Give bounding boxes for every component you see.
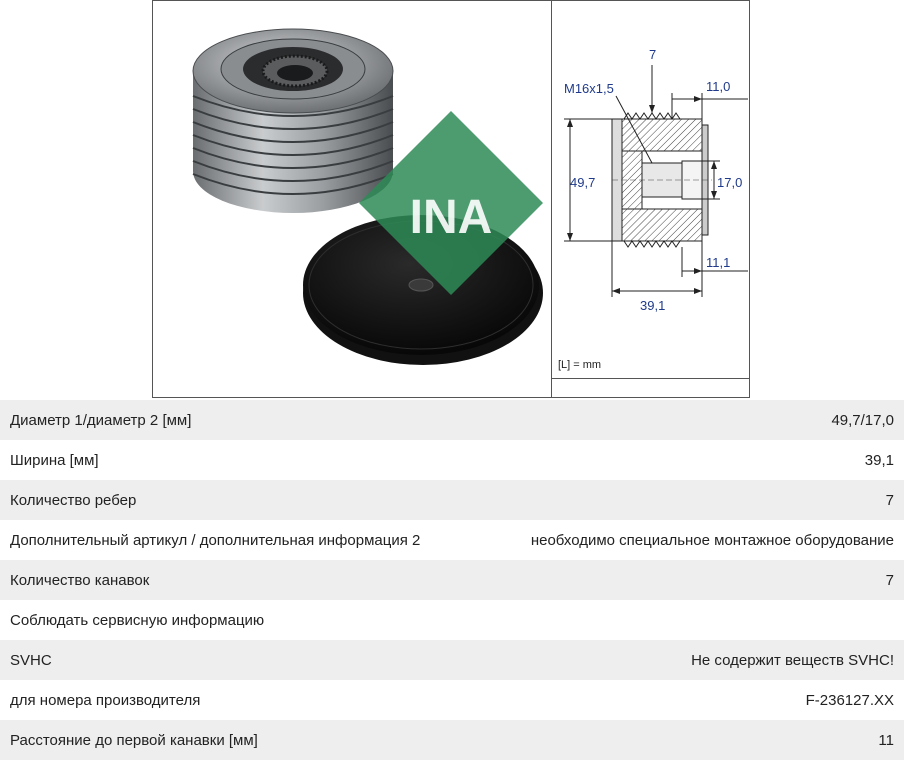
spec-label: SVHC <box>10 651 52 669</box>
pulley-section <box>612 113 712 247</box>
pulley-body <box>193 29 393 213</box>
spec-row <box>0 560 904 600</box>
spec-label: Количество канавок <box>10 571 150 589</box>
spec-value: Не содержит веществ SVHC! <box>691 651 894 669</box>
spec-label: Количество ребер <box>10 491 137 509</box>
spec-row <box>0 680 904 720</box>
spec-value: 39,1 <box>864 451 894 469</box>
dim-ribs-label: 7 <box>649 47 657 62</box>
dim-diameter-outer-label: 49,7 <box>570 175 596 190</box>
spec-label: Диаметр 1/диаметр 2 [мм] <box>10 411 192 429</box>
spec-label: Соблюдать сервисную информацию <box>10 611 265 629</box>
spec-row <box>0 600 904 640</box>
spec-value: F-236127.XX <box>805 691 894 709</box>
specs-table <box>0 400 904 760</box>
dim-width-top-label: 11,0 <box>706 79 731 94</box>
technical-drawing <box>552 1 749 397</box>
dim-overall-width-label: 39,1 <box>640 298 666 313</box>
dim-diameter-inner-label: 17,0 <box>717 175 743 190</box>
spec-label: Расстояние до первой канавки [мм] <box>10 731 258 749</box>
spec-value: 7 <box>885 571 894 589</box>
spec-label: Ширина [мм] <box>10 451 99 469</box>
spec-value: 11 <box>878 731 894 749</box>
units-cell <box>552 378 749 398</box>
spec-row <box>0 720 904 760</box>
product-figure <box>152 0 750 398</box>
spec-value: 49,7/17,0 <box>831 411 894 429</box>
spec-row <box>0 480 904 520</box>
spec-value: необходимо специальное монтажное оборудование <box>530 531 894 549</box>
dim-thread-label: M16x1,5 <box>564 81 614 96</box>
spec-label: для номера производителя <box>10 691 201 709</box>
spec-value <box>478 600 904 640</box>
spec-row <box>0 520 904 560</box>
ina-logo-text: INA <box>409 191 493 244</box>
spec-row <box>0 440 904 480</box>
units-label: [L] = mm <box>558 359 602 371</box>
spec-row <box>0 640 904 680</box>
product-photo <box>153 1 551 397</box>
spec-row <box>0 400 904 440</box>
spec-value: 7 <box>885 491 894 509</box>
spec-label: Дополнительный артикул / дополнительная информация 2 <box>10 531 421 549</box>
dim-width-bottom-label: 11,1 <box>706 255 731 270</box>
